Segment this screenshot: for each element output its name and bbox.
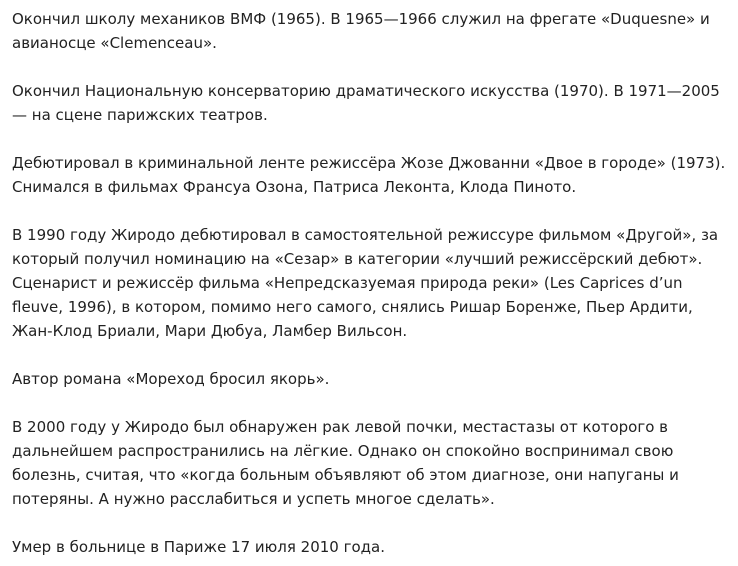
- paragraph-directing: В 1990 году Жиродо дебютировал в самостоятельной режиссуре фильмом «Другой», за который получил номинацию на «Сезар» в категории «лучший режиссёрский дебют». Сценарист и режиссёр фильма «Непредсказуемая природа реки» (Les Caprices d’un fleuve, 1996), в котором, помимо него самого, снялись Ришар Боренже, Пьер Ардити, Жан-Клод Бриали, Мари Дюбуа, Ламбер Вильсон.: [12, 226, 719, 340]
- paragraph-film-debut: Дебютировал в криминальной ленте режиссёра Жозе Джованни «Двое в городе» (1973). Снимался в фильмах Франсуа Озона, Патриса Леконта, Клода Пиното.: [12, 154, 726, 196]
- paragraph-illness: В 2000 году у Жиродо был обнаружен рак левой почки, местастазы от которого в дальнейшем распространились на лёгкие. Однако он спокойно воспринимал свою болезнь, считая, что «когда больным объявляют об этом диагнозе, они напуганы и потеряны. А нужно расслабиться и успеть многое сделать».: [12, 418, 679, 508]
- paragraph-death: Умер в больнице в Париже 17 июля 2010 года.: [12, 538, 386, 556]
- paragraph-conservatory: Окончил Национальную консерваторию драматического искусства (1970). В 1971—2005 — на сцене парижских театров.: [12, 82, 720, 124]
- paragraph-novel: Автор романа «Мореход бросил якорь».: [12, 370, 330, 388]
- paragraph-education: Окончил школу механиков ВМФ (1965). В 1965—1966 служил на фрегате «Duquesne» и авианосце «Clemenceau».: [12, 10, 710, 52]
